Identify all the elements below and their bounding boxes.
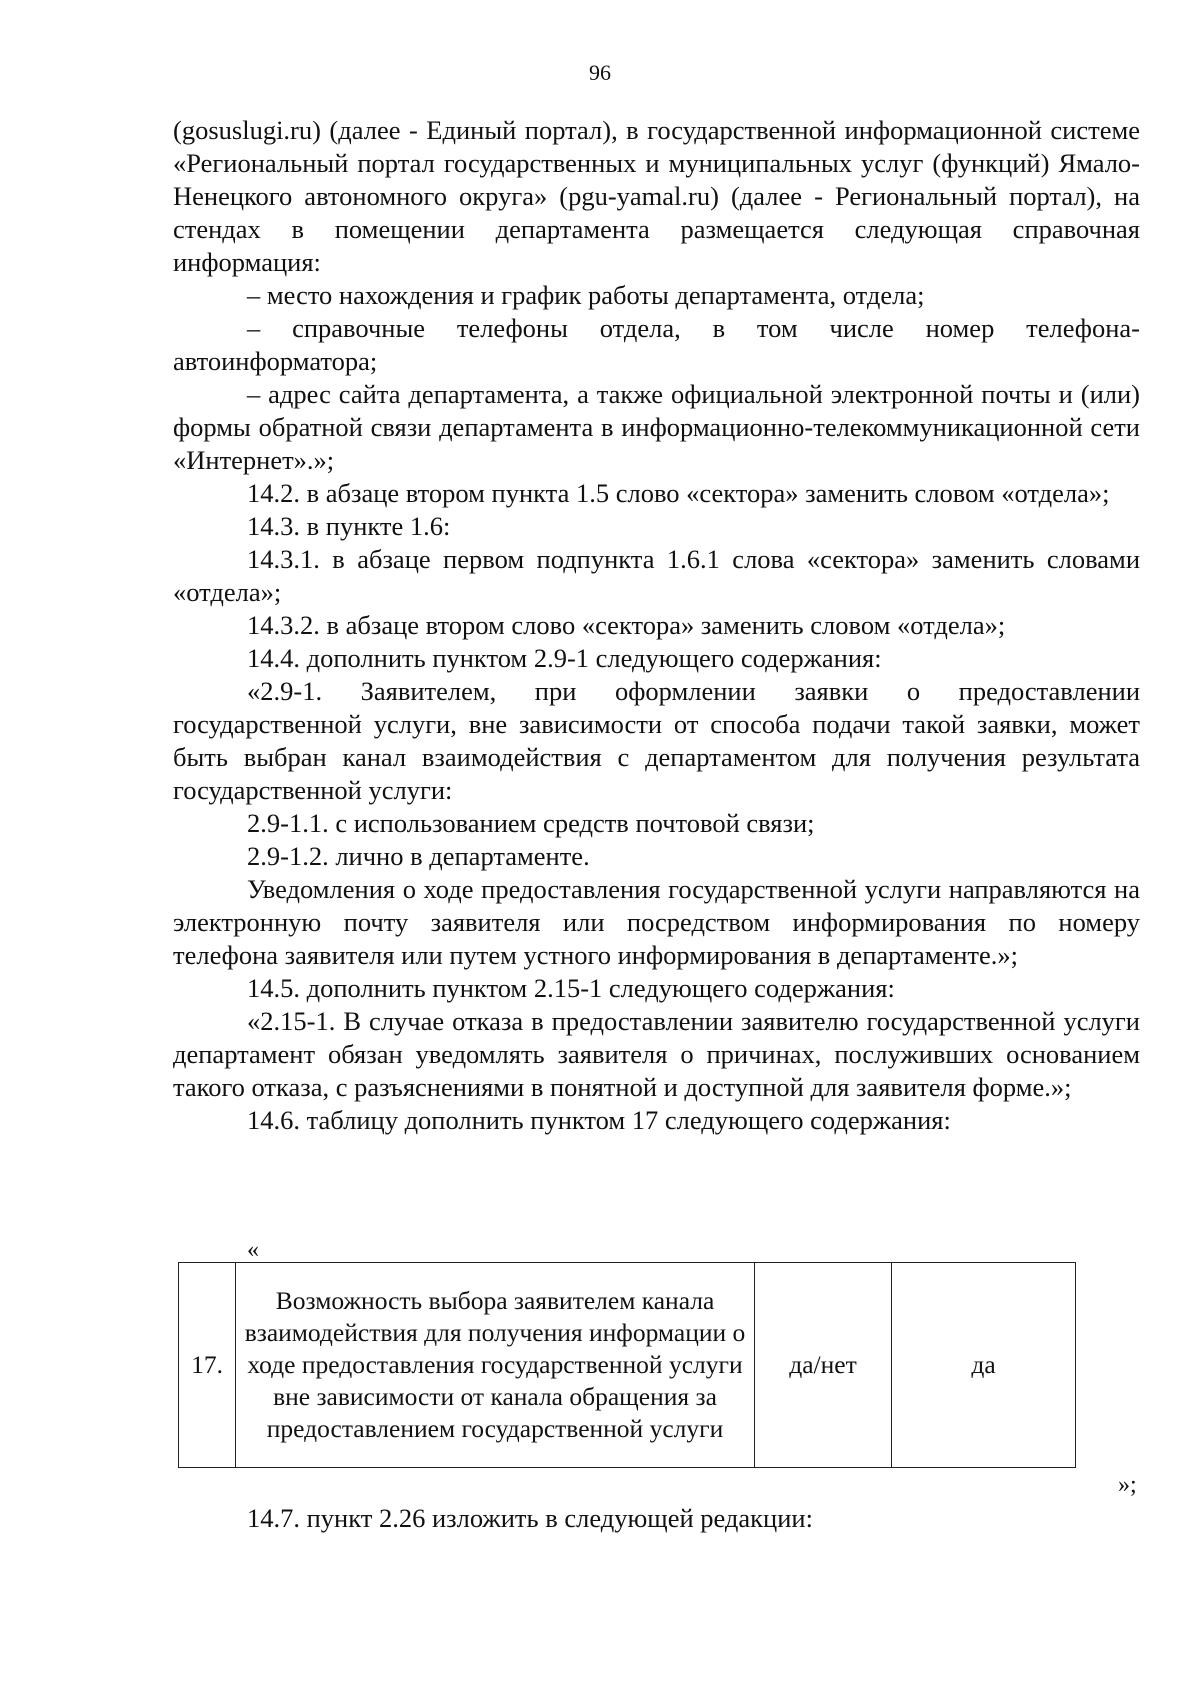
page-number: 96: [589, 60, 611, 85]
table-close-quote: »;: [1118, 1472, 1137, 1498]
paragraph: (gosuslugi.ru) (далее - Единый портал), в государственной информационной системе «Региональный портал государственных и муниципальных услуг (функций) Ямало-Ненецкого автономного округа» (pgu-yamal.ru) (далее - Региональный портал), на стендах в помещении департамента размещается следующая справочная информация:: [173, 115, 1140, 277]
row-description-cell: Возможность выбора заявителем канала взаимодействия для получения информации о ходе предоставления государственной услуги вне зависимости от канала обращения за предоставлением государственной услуги: [236, 1263, 755, 1468]
table-open-quote: «: [247, 1237, 259, 1263]
paragraph: 14.6. таблицу дополнить пунктом 17 следующего содержания:: [247, 1105, 951, 1135]
row-number-cell: 17.: [179, 1263, 236, 1468]
paragraph: – справочные телефоны отдела, в том числе номер телефона-автоинформатора;: [173, 313, 1140, 376]
document-body: [173, 114, 1140, 1137]
last-paragraph: 14.7. пункт 2.26 изложить в следующей редакции:: [247, 1503, 813, 1533]
paragraph: – адрес сайта департамента, а также официальной электронной почты и (или) формы обратной связи департамента в информационно-телекоммуникационной сети «Интернет».»;: [173, 379, 1140, 475]
paragraph: 2.9-1.1. с использованием средств почтовой связи;: [247, 808, 815, 838]
paragraph: Уведомления о ходе предоставления государственной услуги направляются на электронную почту заявителя или посредством информирования по номеру телефона заявителя или путем устного информирования в департаменте.»;: [173, 874, 1140, 970]
paragraph: «2.15-1. В случае отказа в предоставлении заявителю государственной услуги департамент обязан уведомлять заявителя о причинах, послуживших основанием такого отказа, с разъяснениями в понятной и доступной для заявителя форме.»;: [173, 1006, 1140, 1102]
paragraph: 14.2. в абзаце втором пункта 1.5 слово «сектора» заменить словом «отдела»;: [247, 478, 1110, 508]
table-row: [179, 1263, 1076, 1468]
paragraph: 14.5. дополнить пунктом 2.15-1 следующего содержания:: [247, 973, 895, 1003]
paragraph: 2.9-1.2. лично в департаменте.: [247, 841, 590, 871]
row-value-cell: да: [892, 1263, 1076, 1468]
paragraph: 14.3. в пункте 1.6:: [247, 511, 451, 541]
paragraph: 14.3.2. в абзаце втором слово «сектора» заменить словом «отдела»;: [247, 610, 1006, 640]
paragraph: 14.3.1. в абзаце первом подпункта 1.6.1 слова «сектора» заменить словами «отдела»;: [173, 544, 1140, 607]
paragraph: – место нахождения и график работы департамента, отдела;: [247, 280, 925, 310]
row-unit-cell: да/нет: [755, 1263, 892, 1468]
amendment-table: [178, 1262, 1076, 1468]
paragraph: 14.4. дополнить пунктом 2.9-1 следующего содержания:: [247, 643, 882, 673]
paragraph: «2.9-1. Заявителем, при оформлении заявки о предоставлении государственной услуги, вне зависимости от способа подачи такой заявки, может быть выбран канал взаимодействия с департаментом для получения результата государственной услуги:: [173, 676, 1140, 805]
